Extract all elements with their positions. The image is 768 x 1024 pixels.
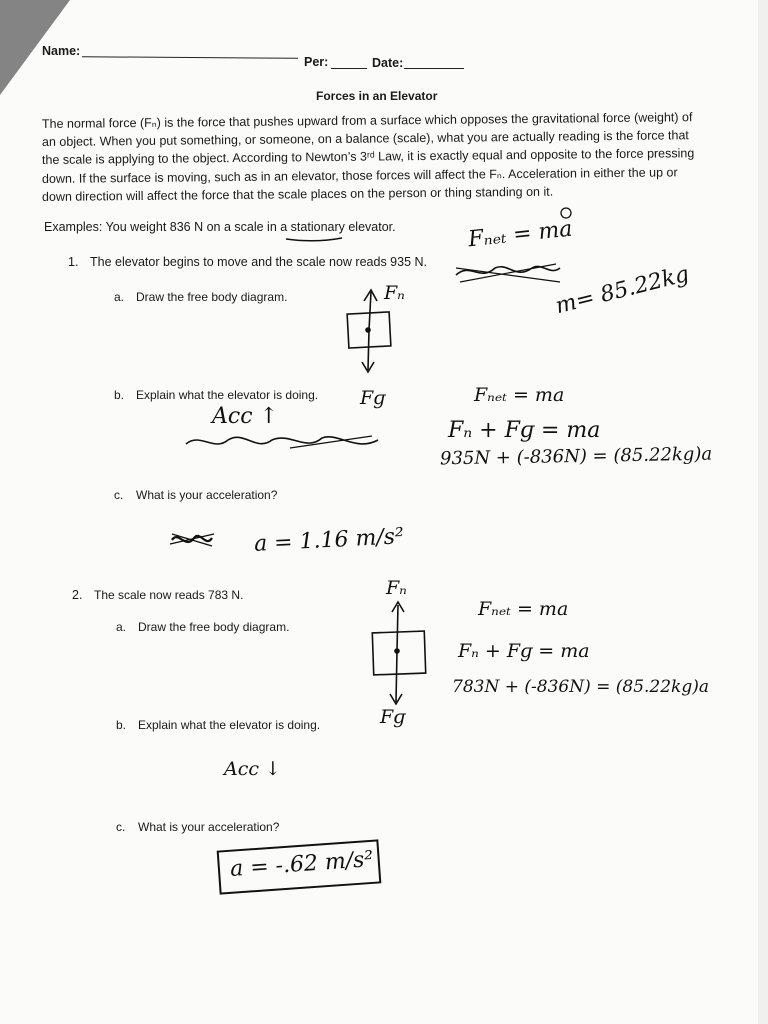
hw-fg-label-1: Fɡ — [360, 387, 386, 409]
hw-accel-1: a = 1.16 m/s² — [253, 524, 405, 557]
hw-fn-label-1: Fₙ — [384, 282, 405, 304]
q1c-text: What is your acceleration? — [136, 488, 278, 502]
date-label: Date: — [372, 56, 404, 70]
q1-number: 1. — [68, 255, 79, 269]
fbd-1-up-arrow — [369, 292, 371, 330]
hw-accel-2: a = -.62 m/s² — [229, 847, 375, 882]
scribble-1-cross — [456, 264, 560, 282]
examples-line: Examples: You weight 836 N on a scale in a stationary elevator. — [44, 220, 396, 234]
hw-sum-eq-1: Fₙ + Fɡ = ma — [448, 418, 601, 443]
hw-num-eq-2: 783N + (-836N) = (85.22kg)a — [452, 677, 710, 697]
q2-number: 2. — [72, 588, 83, 602]
stationary-underline — [286, 238, 342, 241]
q1a-letter: a. — [114, 290, 125, 304]
hw-fg-label-2: Fɡ — [380, 706, 406, 728]
intro-line: The normal force (Fₙ) is the force that pushes upward from a surface which opposes the gravitational force (weight) of — [41, 110, 693, 131]
hw-fnet-top: Fₙₑₜ = ma — [466, 216, 574, 253]
hw-fnet-eq-2: Fₙₑₜ = ma — [478, 598, 569, 620]
hw-mass: m= 85.22kg — [553, 261, 692, 320]
q2a-text: Draw the free body diagram. — [138, 620, 290, 634]
q1b-letter: b. — [114, 388, 125, 402]
q1-text: The elevator begins to move and the scale now reads 935 N. — [90, 255, 428, 269]
fbd-2-up-arrow — [397, 605, 398, 651]
intro-line: down. If the surface is moving, such as in an elevator, those forces will affect the Fₙ. Acceleration in either the up or — [41, 164, 678, 186]
q1a-text: Draw the free body diagram. — [136, 290, 288, 304]
fbd-2-box — [372, 631, 425, 675]
q2-text: The scale now reads 783 N. — [94, 588, 244, 602]
intro-line: down direction will affect the force that the scale places on the person or thing standing on it. — [41, 184, 554, 204]
hw-sum-eq-2: Fₙ + Fɡ = ma — [458, 640, 590, 662]
q2c-letter: c. — [116, 820, 126, 834]
intro-line: the scale is applying to the object. According to Newton’s 3ʳᵈ Law, it is exactly equal and opposite to the force pressing — [41, 146, 695, 168]
fbd-2-down-arrow — [396, 651, 397, 702]
hw-acc-up: Acc ↑ — [212, 404, 278, 429]
q2a-letter: a. — [116, 620, 127, 634]
hw-acc-down: Acc ↓ — [224, 758, 281, 780]
page-title: Forces in an Elevator — [316, 89, 438, 103]
q1b-text: Explain what the elevator is doing. — [136, 388, 319, 402]
q2c-text: What is your acceleration? — [138, 820, 280, 834]
fbd-1-down-arrow — [368, 330, 369, 370]
per-label: Per: — [304, 55, 329, 69]
name-label: Name: — [42, 44, 81, 58]
hw-num-eq-1: 935N + (-836N) = (85.22kg)a — [439, 443, 713, 470]
q2b-text: Explain what the elevator is doing. — [138, 718, 321, 732]
q1c-letter: c. — [114, 488, 124, 502]
intro-line: an object. When you put something, or someone, on a balance (scale), what you are actually reading is the force that — [41, 128, 689, 150]
hw-fnet-eq-1: Fₙₑₜ = ma — [474, 384, 565, 406]
scribble-1 — [456, 266, 560, 275]
fbd-2 — [372, 602, 425, 704]
scribble-2 — [186, 437, 378, 444]
q2b-letter: b. — [116, 718, 127, 732]
hw-fn-label-2: Fₙ — [386, 577, 407, 599]
